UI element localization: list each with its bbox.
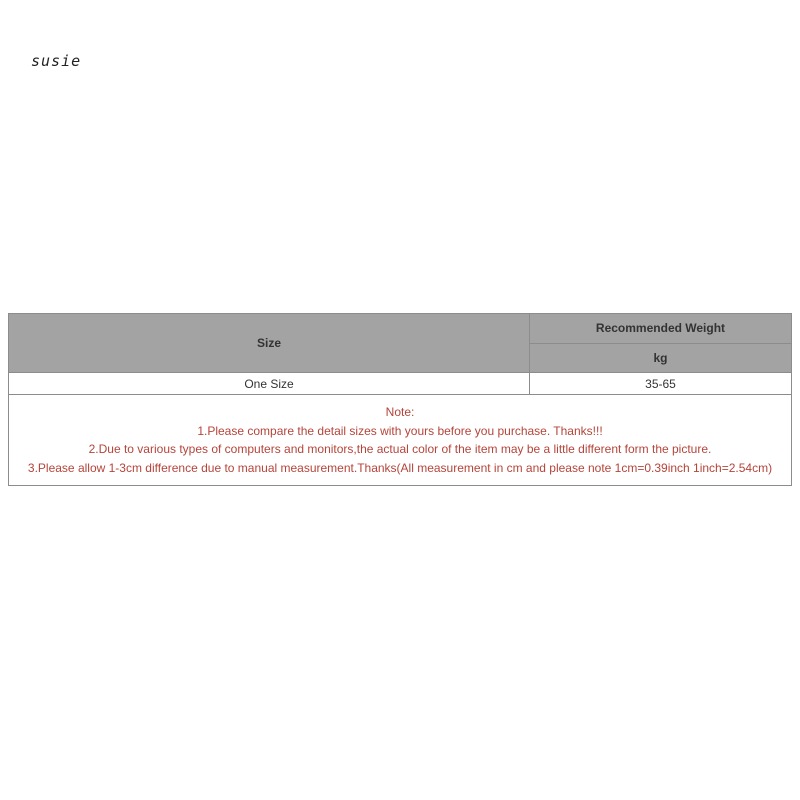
header-size: Size xyxy=(9,314,530,373)
note-line-1: 1.Please compare the detail sizes with yours before you purchase. Thanks!!! xyxy=(197,423,603,438)
note-line-2: 2.Due to various types of computers and monitors,the actual color of the item may be a little different form the picture. xyxy=(88,442,712,456)
notes-cell xyxy=(9,395,792,486)
header-recommended-weight: Recommended Weight xyxy=(530,314,792,344)
cell-size: One Size xyxy=(9,373,530,395)
note-line-3: 3.Please allow 1-3cm difference due to manual measurement.Thanks(All measurement in cm and please note 1cm=0.39inch 1inch=2.54cm) xyxy=(27,460,773,475)
brand-logo: susie xyxy=(31,52,82,70)
cell-weight: 35-65 xyxy=(530,373,792,395)
note-title: Note: xyxy=(385,405,415,419)
size-chart-table xyxy=(8,313,792,486)
header-unit-kg: kg xyxy=(530,343,792,373)
table-row xyxy=(9,373,792,395)
